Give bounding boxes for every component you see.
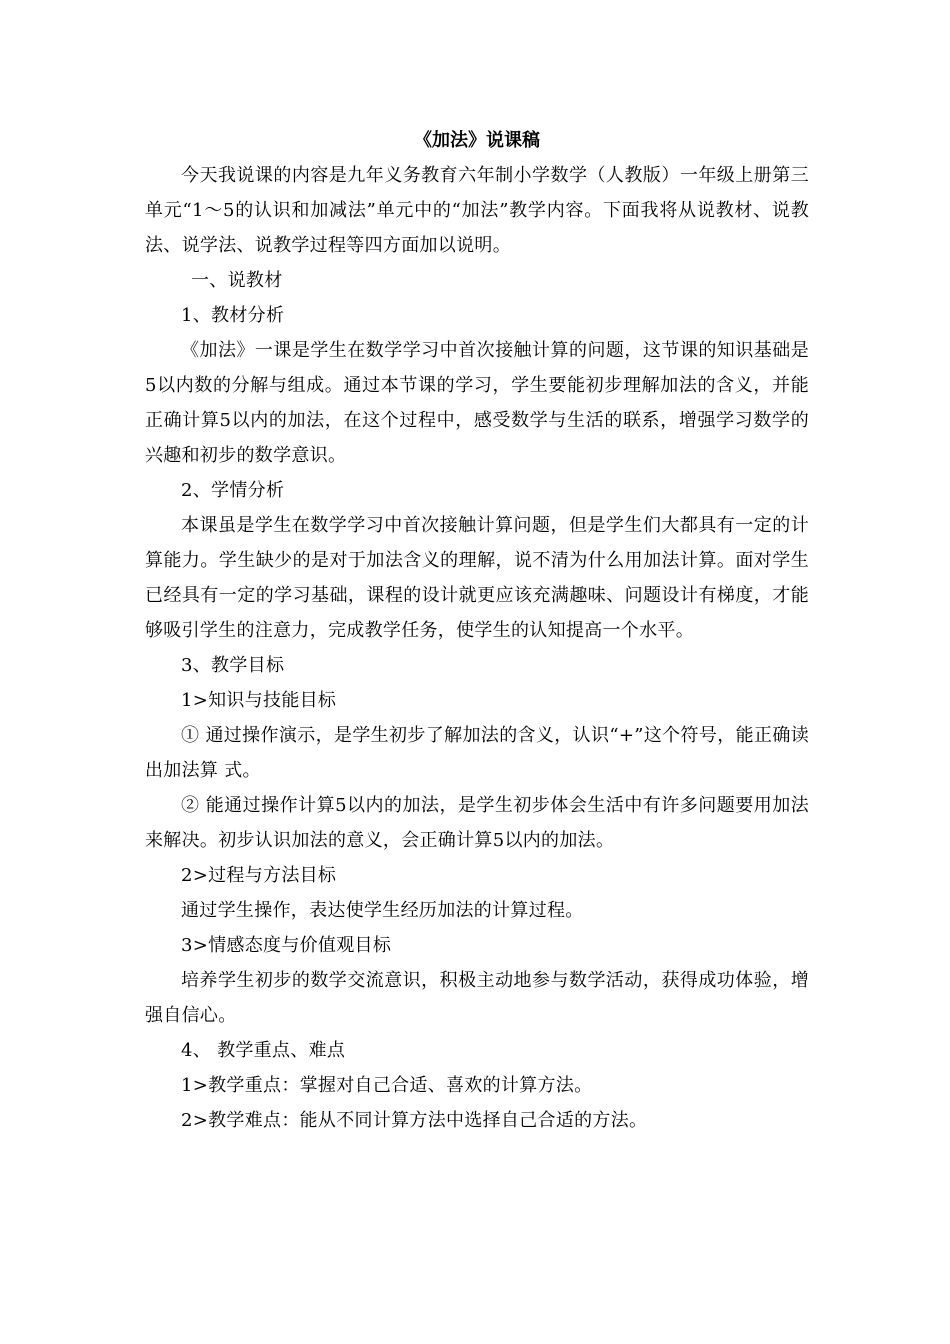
- subsection-heading: 3、教学目标: [181, 655, 285, 676]
- body-paragraph: 通过学生操作，表达使学生经历加法的计算过程。: [181, 900, 584, 921]
- goal-item: ② 能通过操作计算5以内的加法，是学生初步体会生活中有许多问题要用加法来解决。初步认识加法的意义，会正确计算5以内的加法。: [145, 795, 809, 851]
- body-paragraph: 培养学生初步的数学交流意识，积极主动地参与数学活动，获得成功体验，增强自信心。: [145, 970, 809, 1026]
- section-heading: 一、说教材: [191, 270, 283, 291]
- goal-heading: 3>情感态度与价值观目标: [181, 935, 392, 956]
- goal-item: ① 通过操作演示，是学生初步了解加法的含义，认识“+”这个符号，能正确读出加法算 式。: [145, 725, 809, 781]
- body-paragraph: 本课虽是学生在数学学习中首次接触计算问题，但是学生们大都具有一定的计算能力。学生缺少的是对于加法含义的理解，说不清为什么用加法计算。面对学生已经具有一定的学习基础，课程的设计就更应该充满趣味、问题设计有梯度，才能够吸引学生的注意力，完成教学任务，使学生的认知提高一个水平。: [145, 515, 809, 641]
- intro-paragraph: 今天我说课的内容是九年义务教育六年制小学数学（人教版）一年级上册第三单元“1～5的认识和加减法”单元中的“加法”教学内容。下面我将从说教材、说教法、说学法、说教学过程等四方面加以说明。: [145, 165, 809, 256]
- goal-heading: 1>知识与技能目标: [181, 690, 337, 711]
- key-point: 1>教学重点：掌握对自己合适、喜欢的计算方法。: [181, 1075, 593, 1096]
- subsection-heading: 4、 教学重点、难点: [181, 1040, 346, 1061]
- body-paragraph: 《加法》一课是学生在数学学习中首次接触计算的问题，这节课的知识基础是5以内数的分解与组成。通过本节课的学习，学生要能初步理解加法的含义，并能正确计算5以内的加法，在这个过程中，感受数学与生活的联系，增强学习数学的兴趣和初步的数学意识。: [145, 340, 809, 466]
- goal-heading: 2>过程与方法目标: [181, 865, 337, 886]
- document-title: 《加法》说课稿: [414, 130, 540, 151]
- document-body: [145, 124, 809, 1138]
- difficult-point: 2>教学难点：能从不同计算方法中选择自己合适的方法。: [181, 1110, 648, 1131]
- subsection-heading: 1、教材分析: [181, 305, 285, 326]
- subsection-heading: 2、学情分析: [181, 480, 285, 501]
